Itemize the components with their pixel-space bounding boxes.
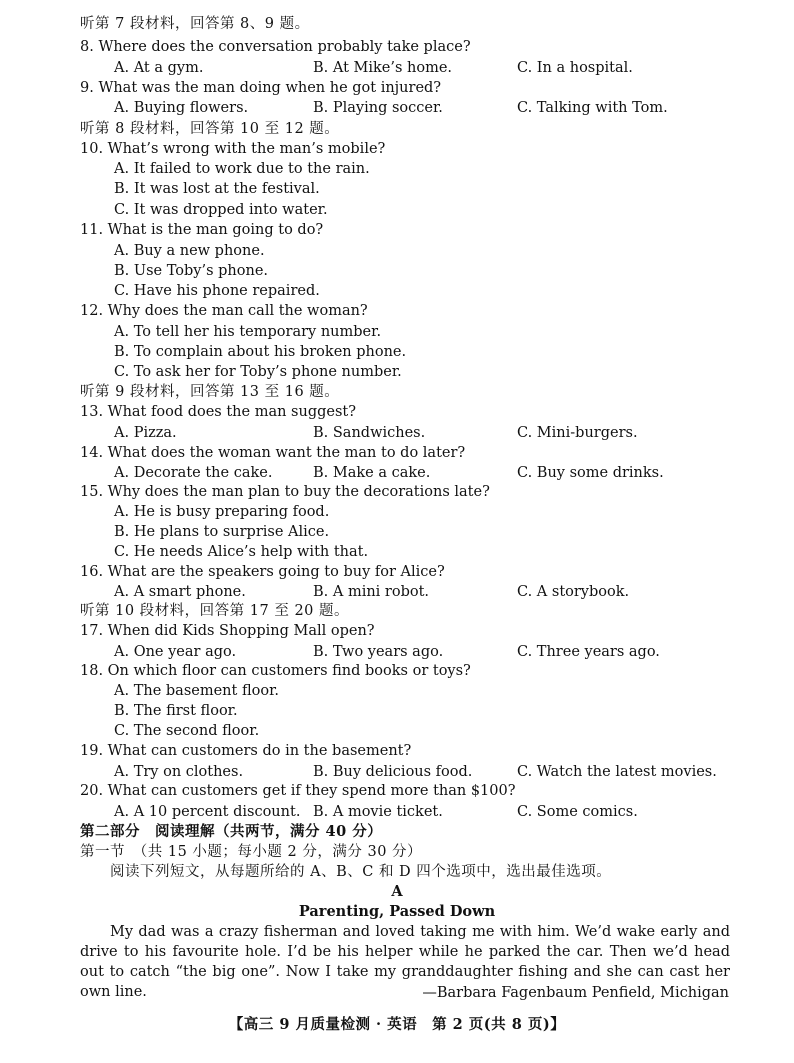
question-15: 15. Why does the man plan to buy the decorations late? (80, 484, 490, 500)
option-b: B. At Mike’s home. (313, 60, 453, 76)
question-14: 14. What does the woman want the man to do later? (80, 445, 466, 461)
option-c: C. Talking with Tom. (517, 100, 668, 116)
option-c: C. Some comics. (517, 804, 638, 820)
option-b: B. Buy delicious food. (313, 764, 473, 780)
question-20: 20. What can customers get if they spend more than $100? (80, 783, 516, 799)
option-b: B. Sandwiches. (313, 425, 426, 441)
listening-section-10: 听第 10 段材料，回答第 17 至 20 题。 (80, 603, 350, 619)
question-16-options (0, 582, 794, 602)
option-a: A. He is busy preparing food. (114, 504, 330, 520)
option-c: C. Have his phone repaired. (114, 283, 320, 299)
question-8: 8. Where does the conversation probably take place? (80, 39, 471, 55)
part-two-heading: 第二部分 阅读理解（共两节，满分 40 分） (80, 823, 383, 840)
listening-section-7: 听第 7 段材料，回答第 8、9 题。 (80, 16, 310, 32)
option-b: B. Playing soccer. (313, 100, 443, 116)
question-13: 13. What food does the man suggest? (80, 404, 357, 420)
option-a: A. A smart phone. (114, 584, 246, 600)
option-a: A. Pizza. (114, 425, 177, 441)
section-one-heading: 第一节 （共 15 小题；每小题 2 分，满分 30 分） (80, 844, 423, 860)
question-20-options (0, 802, 794, 822)
option-c: C. The second floor. (114, 723, 260, 739)
option-b: B. To complain about his broken phone. (114, 344, 407, 360)
option-a: A. It failed to work due to the rain. (114, 161, 370, 177)
option-a: A. Buying flowers. (114, 100, 249, 116)
question-9: 9. What was the man doing when he got injured? (80, 80, 442, 96)
option-b: B. It was lost at the festival. (114, 181, 320, 197)
option-a: A. Try on clothes. (114, 764, 244, 780)
option-b: B. A movie ticket. (313, 804, 443, 820)
option-a: A. One year ago. (114, 644, 237, 660)
question-8-options (0, 58, 794, 78)
option-c: C. A storybook. (517, 584, 630, 600)
question-19-options (0, 762, 794, 782)
option-c: C. He needs Alice’s help with that. (114, 544, 369, 560)
question-16: 16. What are the speakers going to buy for Alice? (80, 564, 445, 580)
option-c: C. In a hospital. (517, 60, 633, 76)
option-b: B. The first floor. (114, 703, 238, 719)
question-18: 18. On which floor can customers find books or toys? (80, 663, 471, 679)
listening-section-8: 听第 8 段材料，回答第 10 至 12 题。 (80, 121, 340, 137)
option-b: B. Use Toby’s phone. (114, 263, 269, 279)
passage-letter: A (391, 883, 403, 900)
option-b: B. Make a cake. (313, 465, 431, 481)
question-17-options (0, 642, 794, 662)
question-10: 10. What’s wrong with the man’s mobile? (80, 141, 386, 157)
option-a: A. A 10 percent discount. (114, 804, 301, 820)
option-a: A. The basement floor. (114, 683, 280, 699)
option-a: A. Decorate the cake. (114, 465, 273, 481)
reading-instruction: 阅读下列短文，从每题所给的 A、B、C 和 D 四个选项中，选出最佳选项。 (110, 864, 612, 880)
question-9-options (0, 98, 794, 118)
question-11: 11. What is the man going to do? (80, 222, 324, 238)
question-14-options (0, 463, 794, 483)
option-c: C. Mini-burgers. (517, 425, 638, 441)
option-a: A. At a gym. (114, 60, 204, 76)
option-c: C. It was dropped into water. (114, 202, 328, 218)
question-13-options (0, 423, 794, 443)
question-19: 19. What can customers do in the basement? (80, 743, 412, 759)
option-c: C. Three years ago. (517, 644, 660, 660)
option-c: C. Watch the latest movies. (517, 764, 717, 780)
option-c: C. To ask her for Toby’s phone number. (114, 364, 402, 380)
option-a: A. Buy a new phone. (114, 243, 265, 259)
page-footer: 【高三 9 月质量检测 · 英语 第 2 页(共 8 页)】 (228, 1016, 566, 1033)
listening-section-9: 听第 9 段材料，回答第 13 至 16 题。 (80, 384, 340, 400)
option-c: C. Buy some drinks. (517, 465, 664, 481)
option-a: A. To tell her his temporary number. (114, 324, 382, 340)
option-b: B. Two years ago. (313, 644, 444, 660)
passage-title: Parenting, Passed Down (298, 903, 496, 920)
passage-signature: —Barbara Fagenbaum Penfield, Michigan (422, 985, 729, 1001)
question-17: 17. When did Kids Shopping Mall open? (80, 623, 375, 639)
option-b: B. A mini robot. (313, 584, 430, 600)
option-b: B. He plans to surprise Alice. (114, 524, 330, 540)
passage-body: My dad was a crazy fisherman and loved taking me with him. We’d wake early and drive to his favourite hole. I’d be his helper while he parked the car. Then we’d head out to catch “the big one”. Now I take my granddaughter fishing and she can cast her own line. (80, 924, 730, 1000)
question-12: 12. Why does the man call the woman? (80, 303, 368, 319)
